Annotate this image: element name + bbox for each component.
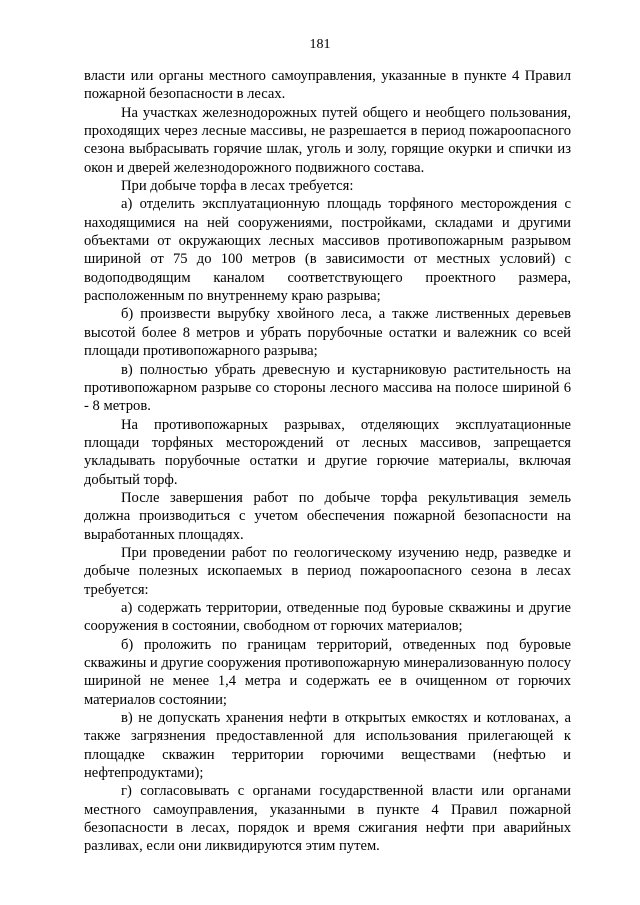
paragraph-peat-item-a: а) отделить эксплуатационную площадь торфяного месторождения с находящимися на ней сооружениями, постройками, складами и другими объектами от окружающих лесных массивов противопожарным разрывом шириной от 75 до 100 метров (в зависимости от местных условий) с водоподводящим каналом соответствующего проектного размера, расположенным по внутреннему краю разрыва; xyxy=(84,196,571,305)
paragraph-peat-intro: При добыче торфа в лесах требуется: xyxy=(121,178,354,195)
paragraph-peat-item-v: в) полностью убрать древесную и кустарниковую растительность на противопожарном разрыве со стороны лесного массива на полосе шириной 6 - 8 метров. xyxy=(84,361,571,415)
paragraph-geology-item-v: в) не допускать хранения нефти в открытых емкостях и котлованах, а также загрязнения предоставленной для использования прилегающей к площадке скважин территории горючими веществами (нефтью и нефтепродуктами); xyxy=(84,710,571,782)
paragraph-geology-intro: При проведении работ по геологическому изучению недр, разведке и добыче полезных ископаемых в период пожароопасного сезона в лесах требуется: xyxy=(84,544,571,598)
paragraph-geology-item-a: а) содержать территории, отведенные под буровые скважины и другие сооружения в состоянии, свободном от горючих материалов; xyxy=(84,599,571,635)
page-number: 181 xyxy=(309,37,331,52)
paragraph-firebreaks: На противопожарных разрывах, отделяющих эксплуатационные площади торфяных месторождений от лесных массивов, запрещается укладывать порубочные остатки и другие горючие материалы, включая добытый торф. xyxy=(84,416,571,488)
paragraph-reclamation: После завершения работ по добыче торфа рекультивация земель должна производиться с учетом обеспечения пожарной безопасности на выработанных площадях. xyxy=(84,489,571,543)
paragraph-continuation: власти или органы местного самоуправления, указанные в пункте 4 Правил пожарной безопасности в лесах. xyxy=(84,68,571,103)
paragraph-geology-item-g: г) согласовывать с органами государственной власти или органами местного самоуправления, указанными в пункте 4 Правил пожарной безопасности в лесах, порядок и время сжигания нефти при аварийных разливах, если они ликвидируются этим путем. xyxy=(84,783,571,855)
paragraph-railway: На участках железнодорожных путей общего и необщего пользования, проходящих через лесные массивы, не разрешается в период пожароопасного сезона выбрасывать горячие шлак, уголь и золу, горящие окурки и спички из окон и дверей железнодорожного подвижного состава. xyxy=(84,104,571,176)
document-body xyxy=(84,67,571,856)
paragraph-peat-item-b: б) произвести вырубку хвойного леса, а также лиственных деревьев высотой более 8 метров и убрать порубочные остатки и валежник со всей площади противопожарного разрыва; xyxy=(84,306,571,360)
paragraph-geology-item-b: б) проложить по границам территорий, отведенных под буровые скважины и другие сооружения противопожарную минерализованную полосу шириной не менее 1,4 метра и содержать ее в очищенном от горючих материалов состоянии; xyxy=(84,636,571,708)
